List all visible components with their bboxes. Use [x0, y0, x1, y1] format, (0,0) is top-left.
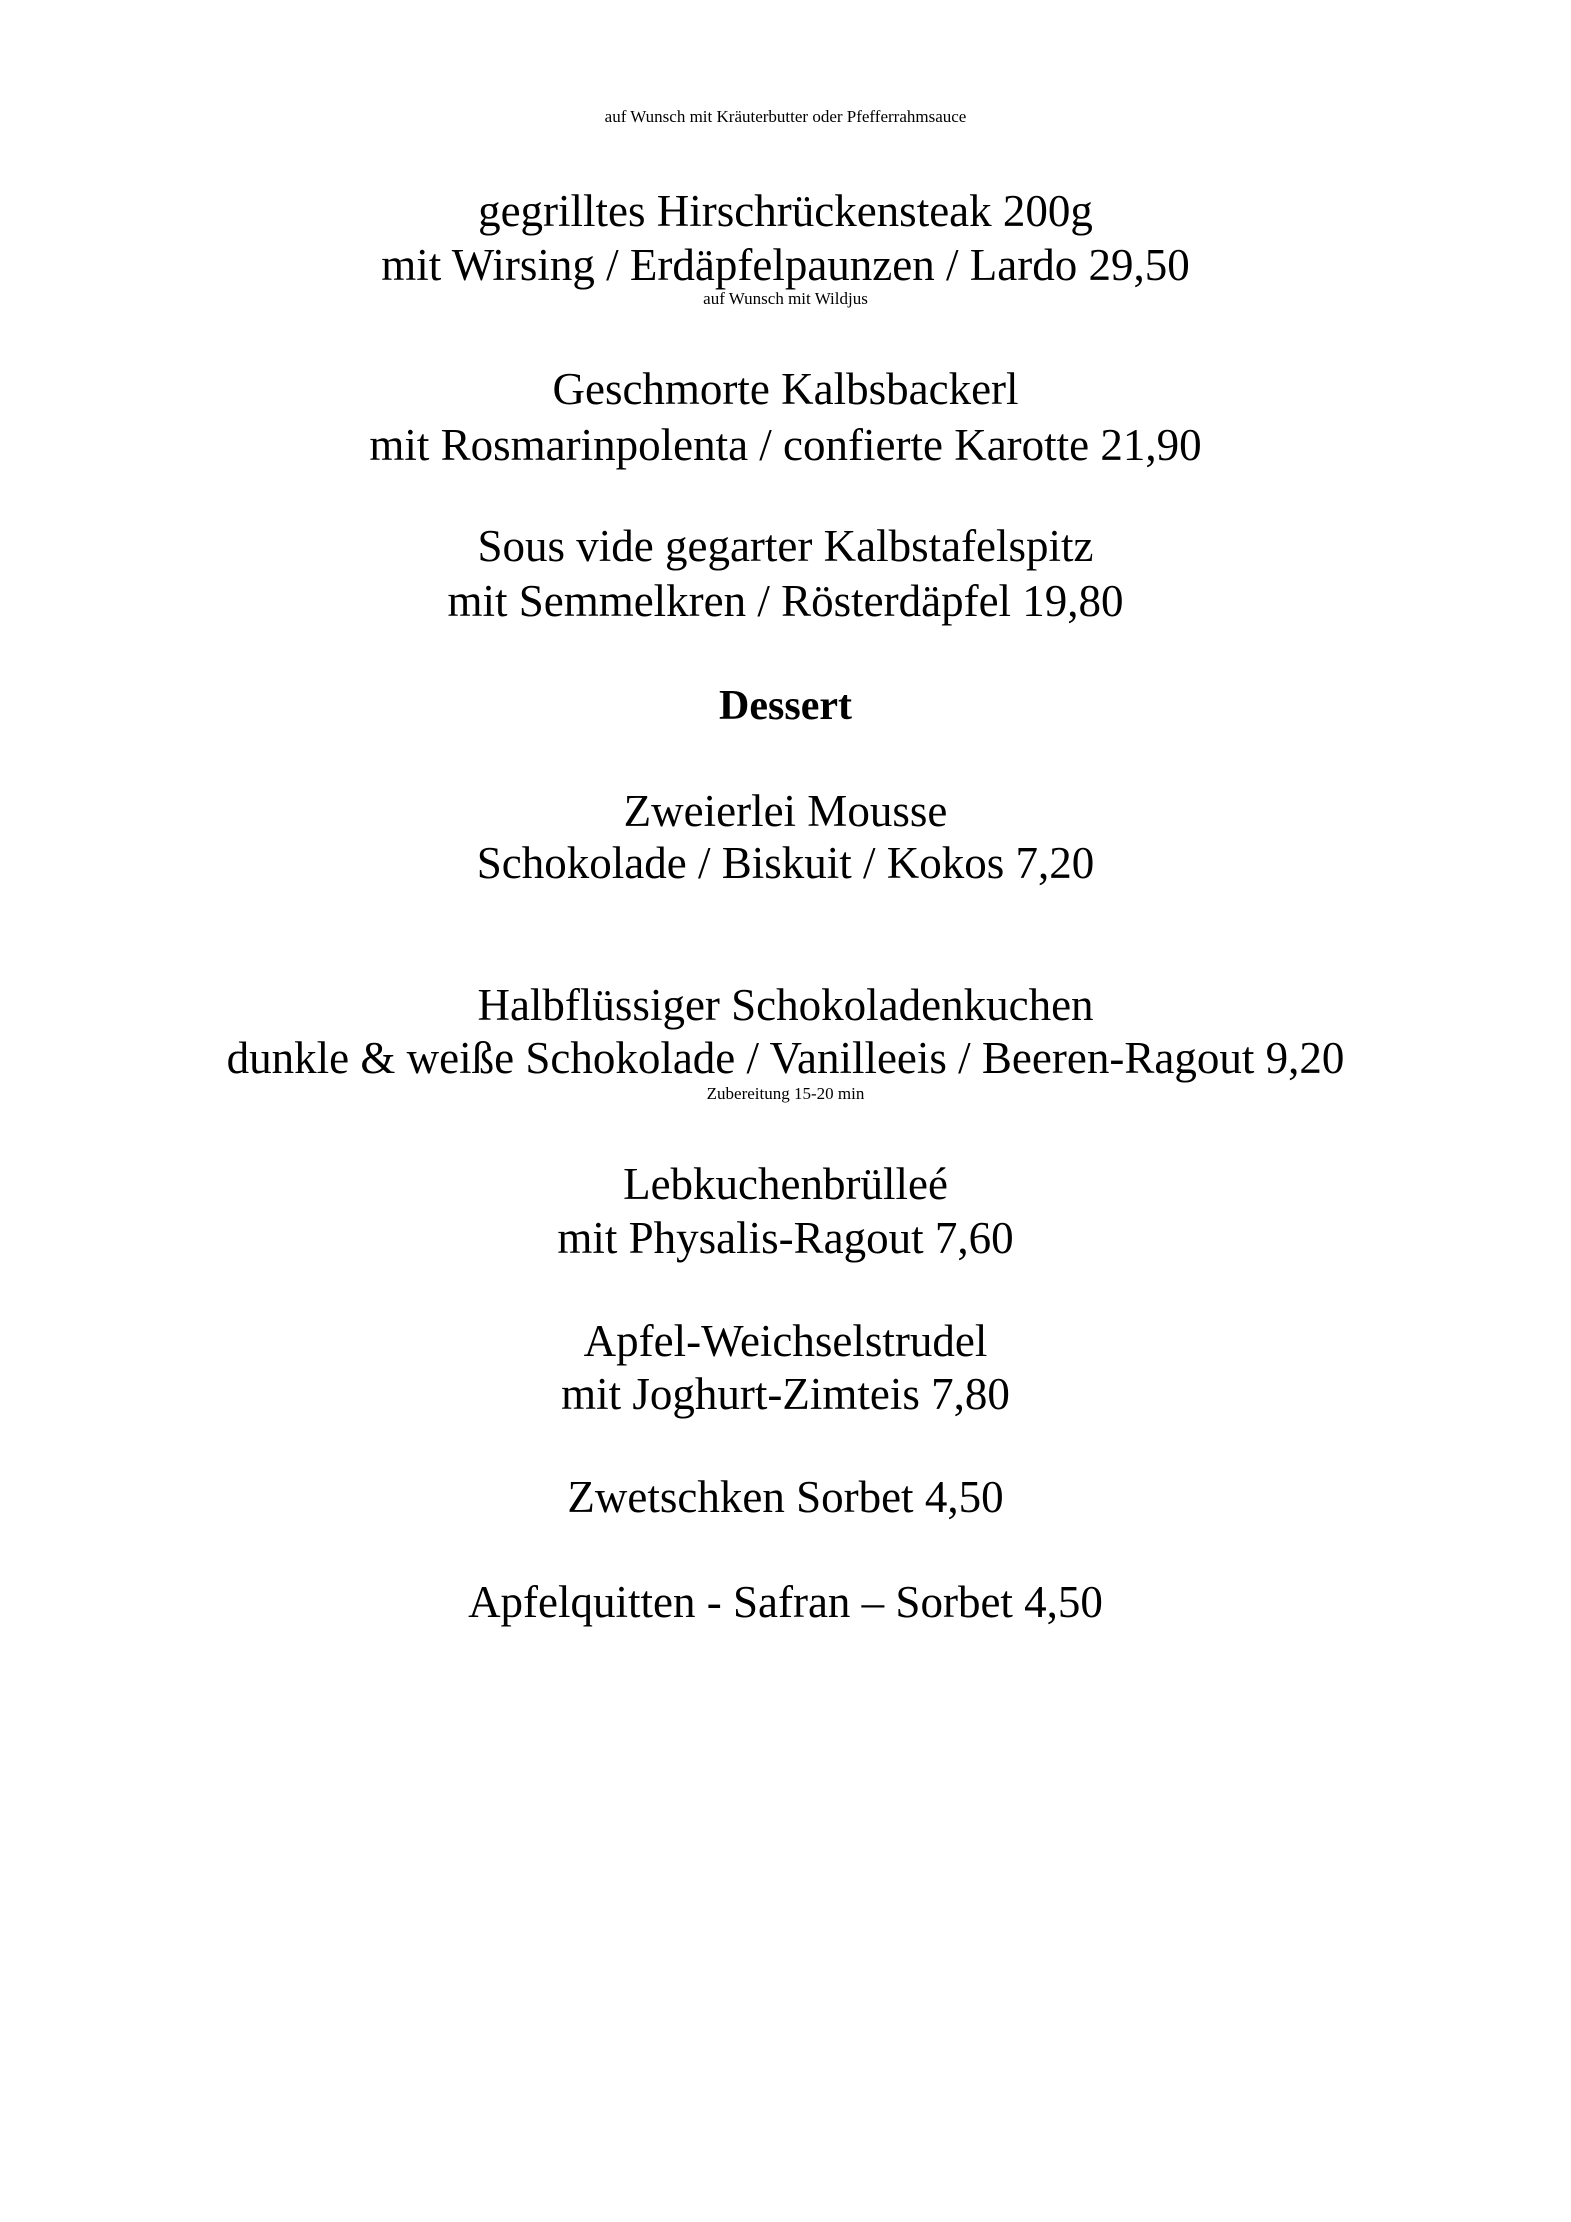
- dessert-item-name: Apfelquitten - Safran – Sorbet 4,50: [468, 1577, 1103, 1627]
- main-item-name: Geschmorte Kalbsbackerl: [552, 364, 1019, 414]
- dessert-item-description: Schokolade / Biskuit / Kokos 7,20: [476, 838, 1095, 888]
- cutoff-previous-line: [0, 0, 1571, 108]
- dessert-heading: Dessert: [719, 683, 852, 729]
- dessert-item-name: Lebkuchenbrülleé: [623, 1159, 948, 1209]
- main-item-description: mit Semmelkren / Rösterdäpfel 19,80: [447, 576, 1124, 626]
- dessert-item-description: mit Physalis-Ragout 7,60: [557, 1213, 1014, 1263]
- dessert-item-name: Zweierlei Mousse: [623, 786, 948, 836]
- main-item-description: mit Wirsing / Erdäpfelpaunzen / Lardo 29,50: [381, 240, 1190, 290]
- dessert-item-description: mit Joghurt-Zimteis 7,80: [561, 1369, 1010, 1419]
- main-item-description: mit Rosmarinpolenta / confierte Karotte 21,90: [369, 420, 1202, 470]
- dessert-item-name: Apfel-Weichselstrudel: [583, 1316, 988, 1366]
- main-item-name: gegrilltes Hirschrückensteak 200g: [478, 186, 1093, 236]
- main-item-note: auf Wunsch mit Wildjus: [703, 289, 868, 308]
- dessert-item-description: dunkle & weiße Schokolade / Vanilleeis / Beeren-Ragout 9,20: [226, 1033, 1345, 1083]
- top-note: auf Wunsch mit Kräuterbutter oder Pfefferrahmsauce: [604, 107, 967, 126]
- dessert-item-name: Halbflüssiger Schokoladenkuchen: [477, 980, 1094, 1030]
- main-item-name: Sous vide gegarter Kalbstafelspitz: [477, 521, 1094, 571]
- dessert-item-name: Zwetschken Sorbet 4,50: [567, 1472, 1004, 1522]
- dessert-item-note: Zubereitung 15-20 min: [706, 1084, 865, 1103]
